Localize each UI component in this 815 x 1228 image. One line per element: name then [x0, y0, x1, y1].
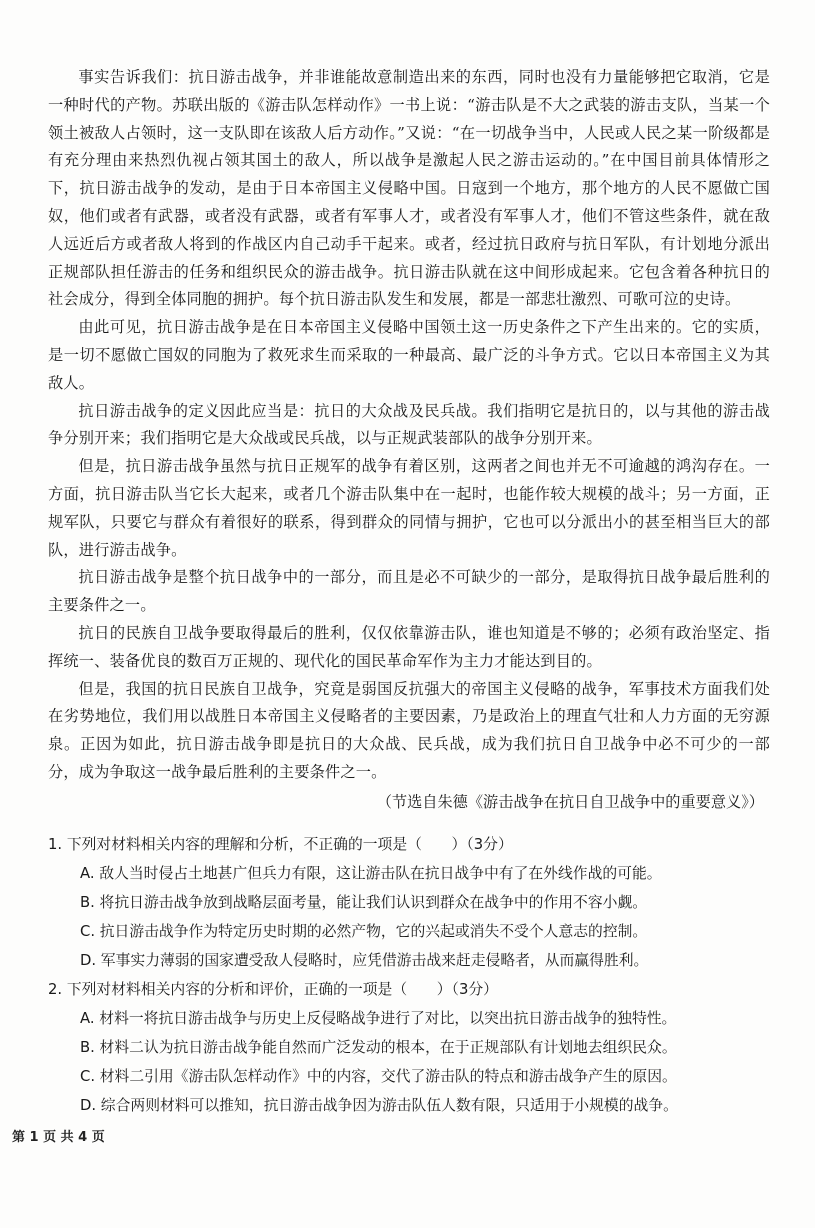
- question-1-option-b: B. 将抗日游击战争放到战略层面考量，能让我们认识到群众在战争中的作用不容小觑。: [80, 894, 648, 911]
- article-paragraph-3: 抗日游击战争的定义因此应当是：抗日的大众战及民兵战。我们指明它是抗日的，以与其他的游击战争分别开来；我们指明它是大众战或民兵战，以与正规武装部队的战争分别开来。: [48, 401, 770, 448]
- question-2-option-d: D. 综合两则材料可以推知，抗日游击战争因为游击队伍人数有限，只适用于小规模的战争。: [80, 1097, 678, 1114]
- question-1-option-d: D. 军事实力薄弱的国家遭受敌人侵略时，应凭借游击战来赶走侵略者，从而赢得胜利。: [80, 952, 649, 969]
- article-paragraph-2: 由此可见，抗日游击战争是在日本帝国主义侵略中国领土这一历史条件之下产生出来的。它的实质，是一切不愿做亡国奴的同胞为了救死求生而采取的一种最高、最广泛的斗争方式。它以日本帝国主义为其敌人。: [48, 318, 770, 392]
- article-paragraph-5: 抗日游击战争是整个抗日战争中的一部分，而且是必不可缺少的一部分，是取得抗日战争最后胜利的主要条件之一。: [48, 568, 770, 615]
- article-paragraph-1: 事实告诉我们：抗日游击战争，并非谁能故意制造出来的东西，同时也没有力量能够把它取消，它是一种时代的产物。苏联出版的《游击队怎样动作》一书上说：“游击队是不大之武装的游击支队，当某一个领土被敌人占领时，这一支队即在该敌人后方动作。”又说：“在一切战争当中，人民或人民之某一阶级都是有充分理由来热烈仇视占领其国土的敌人，所以战争是激起人民之游击运动的。”在中国目前具体情形之下，抗日游击战争的发动，是由于日本帝国主义侵略中国。日寇到一个地方，那个地方的人民不愿做亡国奴，他们或者有武器，或者没有武器，或者有军事人才，或者没有军事人才，他们不管这些条件，就在敌人远近后方或者敌人将到的作战区内自己动手干起来。或者，经过抗日政府与抗日军队，有计划地分派出正规部队担任游击的任务和组织民众的游击战争。抗日游击队就在这中间形成起来。它包含着各种抗日的社会成分，得到全体同胞的拥护。每个抗日游击队发生和发展，都是一部悲壮激烈、可歌可泣的史诗。: [48, 68, 770, 309]
- question-section: [48, 830, 770, 1122]
- article-passage: [48, 64, 770, 817]
- article-paragraph-6: 抗日的民族自卫战争要取得最后的胜利，仅仅依靠游击队，谁也知道是不够的；必须有政治坚定、指挥统一、装备优良的数百万正规的、现代化的国民革命军作为主力才能达到目的。: [48, 623, 770, 670]
- question-2-option-b: B. 材料二认为抗日游击战争能自然而广泛发动的根本，在于正规部队有计划地去组织民众。: [80, 1039, 677, 1056]
- question-2: [48, 977, 770, 1119]
- article-source: （节选自朱德《游击战争在抗日自卫战争中的重要意义》）: [376, 792, 764, 811]
- page-number: 第 1 页 共 4 页: [12, 1130, 105, 1145]
- question-2-stem: 2. 下列对材料相关内容的分析和评价，正确的一项是（ ）（3分）: [48, 981, 498, 998]
- question-1-option-a: A. 敌人当时侵占土地甚广但兵力有限，这让游击队在抗日战争中有了在外线作战的可能。: [80, 865, 662, 882]
- question-2-option-c: C. 材料二引用《游击队怎样动作》中的内容，交代了游击队的特点和游击战争产生的原因。: [80, 1068, 677, 1085]
- article-paragraph-4: 但是，抗日游击战争虽然与抗日正规军的战争有着区别，这两者之间也并无不可逾越的鸿沟存在。一方面，抗日游击队当它长大起来，或者几个游击队集中在一起时，也能作较大规模的战斗；另一方面，正规军队，只要它与群众有着很好的联系，得到群众的同情与拥护，它也可以分派出小的甚至相当巨大的部队，进行游击战争。: [48, 457, 770, 559]
- question-1-stem: 1. 下列对材料相关内容的理解和分析，不正确的一项是（ ）（3分）: [48, 836, 513, 853]
- question-1: [48, 832, 770, 974]
- question-1-option-c: C. 抗日游击战争作为特定历史时期的必然产物，它的兴起或消失不受个人意志的控制。: [80, 923, 648, 940]
- question-2-option-a: A. 材料一将抗日游击战争与历史上反侵略战争进行了对比，以突出抗日游击战争的独特性。: [80, 1010, 677, 1027]
- article-paragraph-7: 但是，我国的抗日民族自卫战争，究竟是弱国反抗强大的帝国主义侵略的战争，军事技术方面我们处在劣势地位，我们用以战胜日本帝国主义侵略者的主要因素，乃是政治上的理直气壮和人力方面的无穷源泉。正因为如此，抗日游击战争即是抗日的大众战、民兵战，成为我们抗日自卫战争中必不可少的一部分，成为争取这一战争最后胜利的主要条件之一。: [48, 679, 770, 781]
